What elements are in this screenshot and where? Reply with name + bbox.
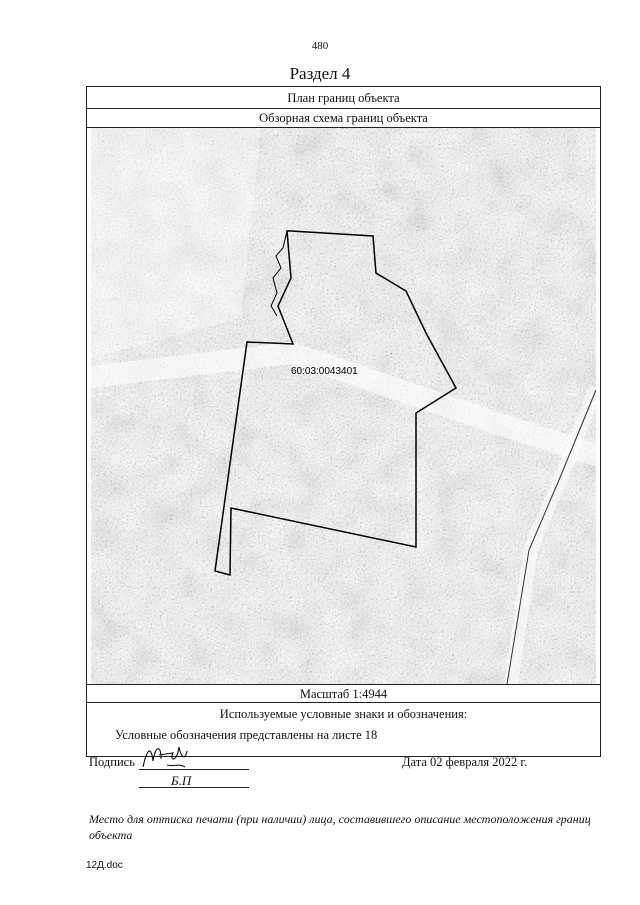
signature-date: Дата 02 февраля 2022 г. [402,755,528,769]
plan-frame [86,86,601,842]
plan-title: План границ объекта [87,87,600,109]
legend-heading: Используемые условные знаки и обозначения: [219,707,468,721]
footer-filename: 12Д.doc [86,860,123,871]
signature-line [139,769,249,770]
stamp-note: Место для оттиска печати (при наличии) лица, составившего описание местоположения границ объекта [89,812,591,842]
map-scale: Масштаб 1:4944 [87,684,600,703]
signature-label: Подпись [89,755,135,769]
signature-initials: Б.П [171,773,192,788]
cadastral-number-label: 60:03:0043401 [291,366,358,377]
overview-title: Обзорная схема границ объекта [87,109,600,128]
initials-line [139,787,249,788]
page-number: 480 [311,40,329,52]
section-title: Раздел 4 [289,64,351,83]
aerial-map-svg [91,128,596,684]
legend-note: Условные обозначения представлены на листе 18 [115,728,378,742]
aerial-map [91,128,596,684]
